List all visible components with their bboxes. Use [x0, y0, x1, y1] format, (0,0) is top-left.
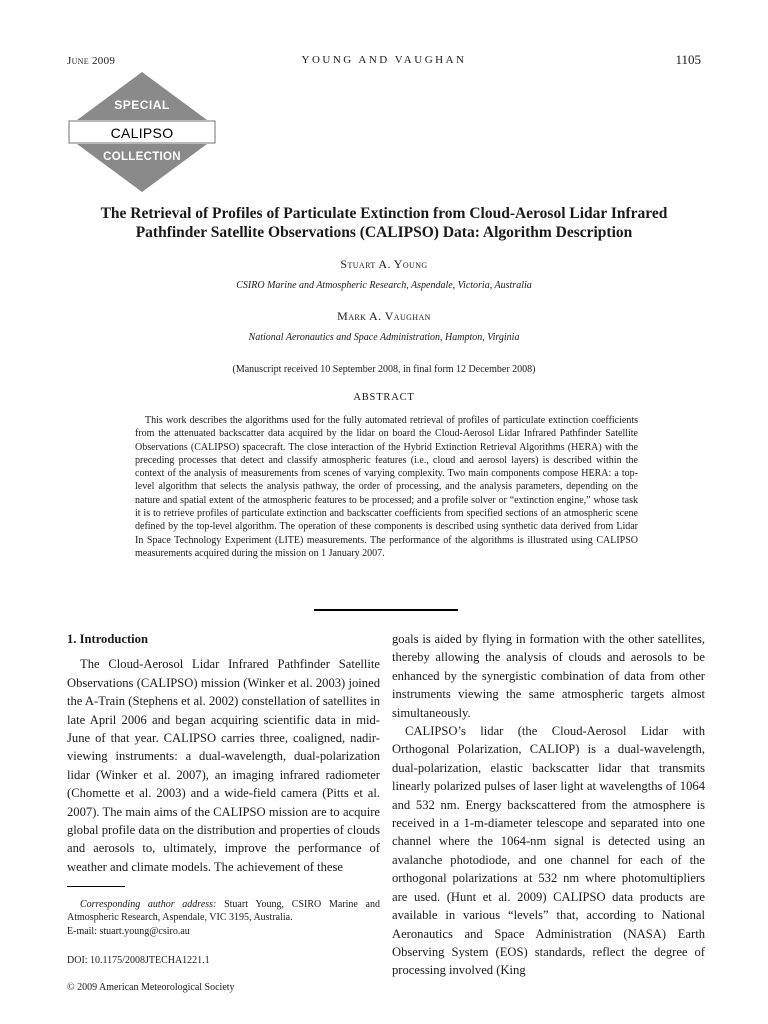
- badge-collection-text: COLLECTION: [103, 151, 181, 163]
- section-heading: 1. Introduction: [67, 632, 148, 646]
- badge-calipso-text: CALIPSO: [110, 125, 174, 141]
- author-email: E-mail: stuart.young@csiro.au: [67, 926, 190, 937]
- left-column: [67, 630, 380, 876]
- author-name: Mark A. Vaughan: [337, 309, 431, 323]
- abstract-heading: ABSTRACT: [353, 392, 415, 403]
- author-affiliation: CSIRO Marine and Atmospheric Research, Aspendale, Victoria, Australia: [236, 280, 532, 291]
- body-paragraph: The Cloud-Aerosol Lidar Infrared Pathfinder Satellite Observations (CALIPSO) mission (Winker et al. 2003) joined the A-Train (Stephens et al. 2002) constellation of satellites in late April 2006 and began acquiring scientific data in mid-June of that year. CALIPSO carries three, coaligned, nadir-viewing instruments: a dual-wavelength, dual-polarization lidar (Winker et al. 2007), an imaging infrared radiometer (Chomette et al. 2003) and a wide-field camera (Pitts et al. 2007). The main aims of the CALIPSO mission are to acquire global profile data on the distribution and properties of clouds and aerosols to, ultimately, improve the performance of weather and climate models. The achievement of these: [67, 657, 380, 874]
- body-paragraph: CALIPSO’s lidar (the Cloud-Aerosol Lidar with Orthogonal Polarization, CALIOP) is a dual-wavelength, dual-polarization, elastic backscatter lidar that transmits linearly polarized pulses of laser light at wavelengths of 1064 and 532 nm. Energy backscattered from the atmosphere is received in a 1-m-diameter telescope and separated into one channel where the 1064-nm signal is detected using an avalanche photodiode, and one channel for each of the orthogonal polarizations at 532 nm where photomultipliers are used. (Hunt et al. 2009) CALIPSO data products are available in various “levels” that, according to National Aeronautics and Space Administration (NASA) Earth Observing System (EOS) standards, reflect the degree of processing involved (King: [392, 724, 705, 978]
- copyright: © 2009 American Meteorological Society: [67, 982, 235, 993]
- right-column: [392, 630, 705, 980]
- footnote-rule: [67, 886, 125, 887]
- running-header-date: June 2009: [67, 55, 116, 67]
- footnote-text: Stuart Young, CSIRO Marine and Atmospheric Research, Aspendale, VIC 3195, Australia.: [67, 899, 380, 924]
- page-number: 1105: [675, 52, 701, 67]
- abstract-text: This work describes the algorithms used for the fully automated retrieval of profiles of particulate extinction coefficients from the attenuated backscatter data acquired by the lidar on board the Cloud-Aerosol Lidar Infrared Pathfinder Satellite Observations (CALIPSO) spacecraft. The close interaction of the Hybrid Extinction Retrieval Algorithms (HERA) with the preceding processes that detect and classify atmospheric features (i.e., cloud and aerosol layers) is described within the context of the analysis of measurements from scenes of varying complexity. Two main components compose HERA: a top-level algorithm that selects the analysis pathway, the order of processing, and the analysis parameters, depending on the nature and spatial extent of the atmospheric features to be processed; and a profile solver or “extinction engine,” whose task it is to retrieve profiles of particulate extinction and backscatter coefficients from specified sections of an atmospheric scene defined by the top-level algorithm. The operation of these components is described using synthetic data derived from Lidar In Space Technology Experiment (LITE) measurements. The performance of the algorithms is illustrated using CALIPSO measurements acquired during the mission on 1 January 2007.: [135, 415, 638, 559]
- section-divider: [314, 609, 458, 611]
- footnote-label: Corresponding author address:: [80, 899, 217, 910]
- badge-special-text: SPECIAL: [114, 98, 170, 112]
- doi: DOI: 10.1175/2008JTECHA1221.1: [67, 955, 210, 966]
- body-paragraph: goals is aided by flying in formation with the other satellites, thereby allowing the analysis of clouds and aerosols to be enhanced by the synergistic combination of data from other instruments viewing the same atmospheric targets almost simultaneously.: [392, 632, 705, 720]
- paper-title: The Retrieval of Profiles of Particulate Extinction from Cloud-Aerosol Lidar Infrared Pathfinder Satellite Observations (CALIPSO) Data: Algorithm Description: [100, 205, 668, 241]
- manuscript-dates: (Manuscript received 10 September 2008, in final form 12 December 2008): [232, 364, 536, 375]
- corresponding-author-note: [67, 898, 380, 925]
- author-affiliation: National Aeronautics and Space Administration, Hampton, Virginia: [248, 332, 520, 343]
- running-header-authors: YOUNG AND VAUGHAN: [301, 54, 467, 66]
- author-name: Stuart A. Young: [340, 257, 428, 271]
- special-collection-badge: [67, 70, 217, 194]
